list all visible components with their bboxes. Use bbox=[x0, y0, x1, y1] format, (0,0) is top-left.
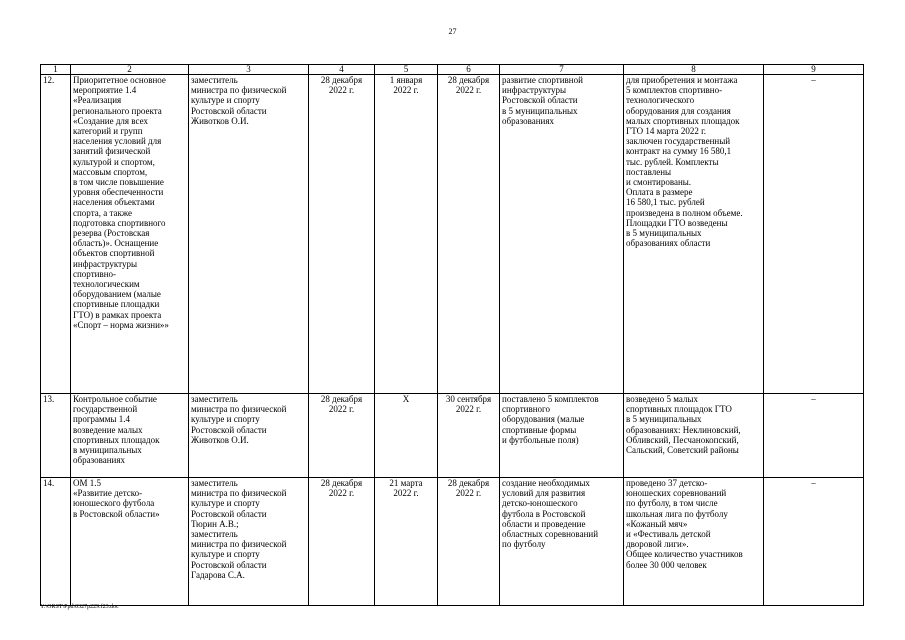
header-col-9: 9 bbox=[764, 65, 864, 75]
table-row bbox=[41, 75, 864, 394]
end-date: 28 декабря 2022 г. bbox=[438, 478, 500, 606]
actual-result: проведено 37 детско- юношеских соревнований по футболу, в том числе школьная лига по футболу «Кожаный мяч» и «Фестиваль детской дворовой лиги». Общее количество участников более 30 000 человек bbox=[624, 478, 764, 606]
row-number: 12. bbox=[41, 75, 71, 394]
header-col-5: 5 bbox=[375, 65, 438, 75]
table-row bbox=[41, 478, 864, 606]
header-col-3: 3 bbox=[189, 65, 309, 75]
row-number: 14. bbox=[41, 478, 71, 606]
problems: – bbox=[764, 394, 864, 478]
event-name: Контрольное событие государственной программы 1.4 возведение малых спортивных площадок в муниципальных образованиях bbox=[71, 394, 189, 478]
event-name: ОМ 1.5 «Развитие детско- юношеского футбола в Ростовской области» bbox=[71, 478, 189, 606]
header-col-1: 1 bbox=[41, 65, 71, 75]
row-number: 13. bbox=[41, 394, 71, 478]
header-col-8: 8 bbox=[624, 65, 764, 75]
problems: – bbox=[764, 75, 864, 394]
header-col-7: 7 bbox=[500, 65, 624, 75]
end-date: 30 сентября 2022 г. bbox=[438, 394, 500, 478]
actual-result: для приобретения и монтажа 5 комплектов спортивно- технологического оборудования для создания малых спортивных площадок ГТО 14 марта 2022 г. заключен государственный контракт на сумму 16 580,1 тыс. рублей. Комплекты поставлены и смонтированы. Оплата в размере 16 580,1 тыс. рублей произведена в полном объеме. Площадки ГТО возведены в 5 муниципальных образованиях области bbox=[624, 75, 764, 394]
problems: – bbox=[764, 478, 864, 606]
actual-result: возведено 5 малых спортивных площадок ГТО в 5 муниципальных образованиях: Неклиновский, Обливский, Песчанокопский, Сальский, Советский районы bbox=[624, 394, 764, 478]
start-date: 21 марта 2022 г. bbox=[375, 478, 438, 606]
file-path-footer: Y:\ORST\Ppd\0327p229.f23.doc bbox=[40, 604, 119, 610]
page-number: 27 bbox=[448, 27, 457, 36]
start-date: Х bbox=[375, 394, 438, 478]
start-date: 1 января 2022 г. bbox=[375, 75, 438, 394]
expected-result: поставлено 5 комплектов спортивного оборудования (малые спортивные формы и футбольные поля) bbox=[500, 394, 624, 478]
header-col-4: 4 bbox=[309, 65, 375, 75]
end-date: 28 декабря 2022 г. bbox=[438, 75, 500, 394]
header-col-6: 6 bbox=[438, 65, 500, 75]
responsible-person: заместитель министра по физической культуре и спорту Ростовской области Тюрин А.В.; заместитель министра по физической культуре и спорту Ростовской области Гадарова С.А. bbox=[189, 478, 309, 606]
responsible-person: заместитель министра по физической культуре и спорту Ростовской области Животков О.И. bbox=[189, 394, 309, 478]
event-name: Приоритетное основное мероприятие 1.4 «Реализация регионального проекта «Создание для всех категорий и групп населения условий для занятий физической культурой и спортом, массовым спортом, в том числе повышение уровня обеспеченности населения объектами спорта, а также подготовка спортивного резерва (Ростовская область)». Оснащение объектов спортивной инфраструктуры спортивно- технологическим оборудованием (малые спортивные площадки ГТО) в рамках проекта «Спорт – норма жизни»» bbox=[71, 75, 189, 394]
planned-date: 28 декабря 2022 г. bbox=[309, 478, 375, 606]
table-row bbox=[41, 394, 864, 478]
header-row bbox=[41, 65, 864, 75]
expected-result: развитие спортивной инфраструктуры Ростовской области в 5 муниципальных образованиях bbox=[500, 75, 624, 394]
expected-result: создание необходимых условий для развития детско-юношеского футбола в Ростовской области и проведение областных соревнований по футболу bbox=[500, 478, 624, 606]
planned-date: 28 декабря 2022 г. bbox=[309, 75, 375, 394]
report-table bbox=[40, 64, 864, 606]
header-col-2: 2 bbox=[71, 65, 189, 75]
planned-date: 28 декабря 2022 г. bbox=[309, 394, 375, 478]
responsible-person: заместитель министра по физической культуре и спорту Ростовской области Животков О.И. bbox=[189, 75, 309, 394]
